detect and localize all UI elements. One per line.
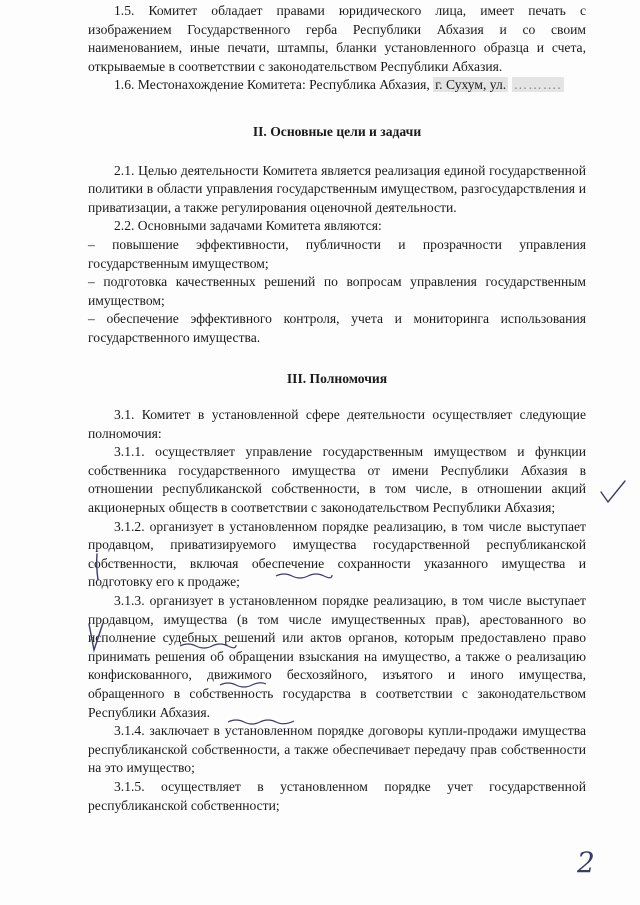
paragraph-1-6-text: 1.6. Местонахождение Комитета: Республика Абхазия, <box>114 77 434 93</box>
paragraph-1-5: 1.5. Комитет обладает правами юридического лица, имеет печать с изображением Государственного герба Республики Абхазия и со своим наименованием, иные печати, штампы, бланки установленного образца и счета, открываемые в соответствии с законодательством Республики Абхазия. <box>88 3 586 74</box>
underline-stroke-icon <box>226 716 296 726</box>
paragraph-3-1-5: 3.1.5. осуществляет в установленном порядке учет государственной республиканской собственности; <box>88 778 586 813</box>
paragraph-3-1-4: 3.1.4. заключает в установленном порядке договоры купли-продажи имущества республиканской собственности, а также обеспечивает передачу прав собственности на это имущество; <box>88 723 586 776</box>
address-redacted: ………. <box>513 77 562 93</box>
section-heading-3: III. Полномочия <box>286 370 388 386</box>
paragraph-3-1: 3.1. Комитет в установленной сфере деятельности осуществляет следующие полномочия: <box>88 407 586 441</box>
page-number: 2 <box>577 846 595 879</box>
paragraph-2-2: 2.2. Основными задачами Комитета являются: <box>114 218 382 234</box>
margin-tick-icon <box>90 552 104 582</box>
paragraph-3-1-1: 3.1.1. осуществляет управление государственным имуществом и функции собственника государственного имущества от имени Республики Абхазия в отношении республиканской собственности, в том числе, в отношении акций акционерных обществ в соответствии с законодательством Республики Абхазия; <box>88 444 586 516</box>
underline-stroke-icon <box>274 570 334 580</box>
task-item: – повышение эффективности, публичности и прозрачности управления государственным имуществом; <box>88 236 586 271</box>
task-item: – подготовка качественных решений по вопросам управления государственным имуществом; <box>88 274 586 308</box>
paragraph-3-1-3: 3.1.3. организует в установленном порядке реализацию, в том числе выступает продавцом, имущества (в том числе имущественных прав), арестованного во исполнение судебных решений или актов органов, которым предоставлено право принимать решения об обращении взыскания на имущество, а также о реализацию конфискованного, движимого бесхозяйного, изъятого и иного имущества, обращенного в собственность государства в соответствии с законодательством Республики Абхазия. <box>88 593 586 720</box>
checkmark-icon <box>598 478 628 508</box>
task-item: – обеспечение эффективного контроля, учета и мониторинга использования государственного имущества. <box>88 311 586 345</box>
margin-checkmark-icon <box>86 620 106 654</box>
underline-stroke-icon <box>218 679 268 689</box>
paragraph-2-1: 2.1. Целью деятельности Комитета является реализация единой государственной политики в области управления государственным имуществом, разгосударствления и приватизации, а также регулирования оценочной деятельности. <box>88 162 586 215</box>
underline-stroke-icon <box>178 640 238 650</box>
section-heading-2: II. Основные цели и задачи <box>252 123 422 139</box>
paragraph-3-1-2: 3.1.2. организует в установленном порядке реализацию, в том числе выступает продавцом, приватизируемого имущества государственной республиканской собственности, включая обеспечение сохранности указанного имущества и подготовку его к продаже; <box>88 518 586 590</box>
document-body <box>88 2 586 815</box>
paragraph-1-6 <box>88 76 586 95</box>
address-highlight: г. Сухум, ул. <box>435 77 507 93</box>
